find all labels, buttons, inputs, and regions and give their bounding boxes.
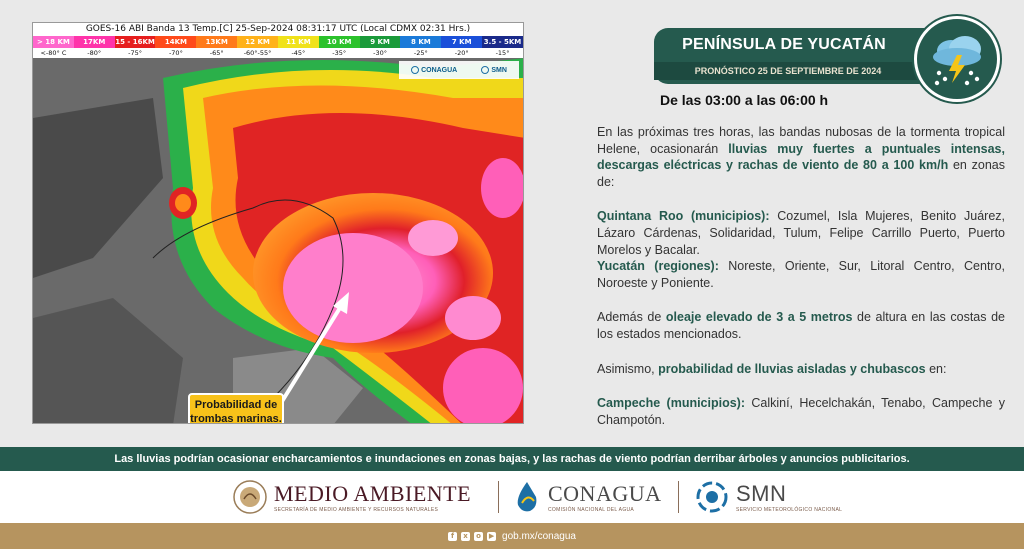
satellite-image	[32, 22, 524, 424]
instagram-icon[interactable]: o	[474, 532, 483, 541]
conagua-logo	[512, 477, 662, 517]
legend-item: 7 KM	[441, 36, 482, 48]
website-link[interactable]: gob.mx/conagua	[502, 530, 576, 542]
logo-divider	[498, 481, 499, 513]
smn-swirl-icon	[694, 479, 730, 515]
legend-temp: -30°	[373, 49, 387, 57]
legend-temp: -25°	[413, 49, 428, 57]
conagua-mini-logo: CONAGUA	[411, 66, 457, 74]
medio-ambiente-sub: SECRETARÍA DE MEDIO AMBIENTE Y RECURSOS NATURALES	[274, 507, 439, 513]
legend-item: 8 KM	[400, 36, 441, 48]
legend-item: 12 KM	[237, 36, 278, 48]
mexico-seal-icon	[232, 479, 268, 515]
legend-item: 9 KM	[360, 36, 401, 48]
legend-temp: -15°	[495, 49, 510, 57]
region-header	[654, 28, 954, 84]
legend-item: 13KM	[196, 36, 237, 48]
waterspout-callout: Probabilidad de trombas marinas.	[188, 393, 284, 424]
smn-mini-logo: SMN	[481, 66, 507, 74]
legend-temp: -80°	[87, 49, 102, 57]
legend-temp: -45°	[291, 49, 306, 57]
legend-temp: -75°	[128, 49, 142, 57]
legend-temp: <-80° C	[40, 49, 67, 57]
smn-logo	[694, 477, 842, 517]
time-range: De las 03:00 a las 06:00 h	[660, 92, 829, 108]
facebook-icon[interactable]: f	[448, 532, 457, 541]
water-drop-icon	[512, 479, 542, 515]
satellite-title: GOES-16 ABI Banda 13 Temp.[C] 25-Sep-2024 08:31:17 UTC (Local CDMX 02:31 Hrs.)	[33, 23, 523, 36]
legend-item: 14KM	[155, 36, 196, 48]
medio-ambiente-label: MEDIO AMBIENTE	[274, 481, 472, 506]
legend-temp: -65°	[209, 49, 224, 57]
warning-banner: Las lluvias podrían ocasionar encharcamientos e inundaciones en zonas bajas, y las rachas de viento podrían derribar árboles y anuncios publicitarios.	[0, 447, 1024, 471]
yucatan-paragraph: Yucatán (regiones): Noreste, Oriente, Sur, Litoral Centro, Centro, Noroeste y Poniente.	[597, 259, 1005, 290]
legend-temp: -35°	[332, 49, 347, 57]
smn-sub: SERVICIO METEOROLÓGICO NACIONAL	[736, 507, 843, 513]
satellite-map	[33, 58, 524, 424]
legend-temp: -70°	[168, 49, 183, 57]
footer-bar	[0, 523, 1024, 549]
satellite-logos	[399, 61, 519, 79]
conagua-sub: COMISIÓN NACIONAL DEL AGUA	[548, 507, 635, 513]
social-icons	[448, 532, 496, 541]
youtube-icon[interactable]: ▶	[488, 531, 495, 540]
legend-item: 10 KM	[319, 36, 360, 48]
asimismo-paragraph: Asimismo, probabilidad de lluvias aisladas y chubascos en:	[597, 361, 947, 376]
region-title: PENÍNSULA DE YUCATÁN	[682, 36, 886, 53]
legend-temp: -60°-55°	[243, 49, 272, 57]
logos-bar	[0, 471, 1024, 523]
forecast-text	[597, 124, 1005, 428]
campeche-paragraph: Campeche (municipios): Calkiní, Hecelchakán, Tenabo, Campeche y Champotón.	[597, 396, 1005, 427]
conagua-label: CONAGUA	[548, 481, 662, 506]
legend-item: 11 KM	[278, 36, 319, 48]
forecast-date: PRONÓSTICO 25 DE SEPTIEMBRE DE 2024	[654, 62, 922, 80]
legend-item: 15 - 16KM	[115, 38, 155, 46]
medio-ambiente-logo	[232, 477, 471, 517]
legend-temp: -20°	[454, 49, 469, 57]
logo-divider	[678, 481, 679, 513]
legend-item: 17KM	[74, 36, 115, 48]
storm-cloud-icon	[914, 16, 1000, 102]
quintana-roo-paragraph: Quintana Roo (municipios): Cozumel, Isla Mujeres, Benito Juárez, Lázaro Cárdenas, Solidaridad, Tulum, Felipe Carrillo Puerto, Puerto Morelos y Bacalar.	[597, 209, 1005, 257]
temperature-legend	[33, 36, 523, 48]
intro-paragraph: En las próximas tres horas, las bandas nubosas de la tormenta tropical Helene, ocasionarán lluvias muy fuertes a puntuales intensas, descargas eléctricas y rachas de viento de 80 a 100 km/h en zonas de:	[597, 125, 1005, 189]
surge-paragraph: Además de oleaje elevado de 3 a 5 metros de altura en las costas de los estados mencionados.	[597, 310, 1005, 341]
legend-item: 3.5 - 5KM	[483, 38, 522, 46]
legend-item: > 18 KM	[33, 36, 74, 48]
temperature-legend-values	[33, 48, 523, 58]
smn-label: SMN	[736, 481, 787, 506]
x-icon[interactable]: x	[461, 532, 470, 541]
